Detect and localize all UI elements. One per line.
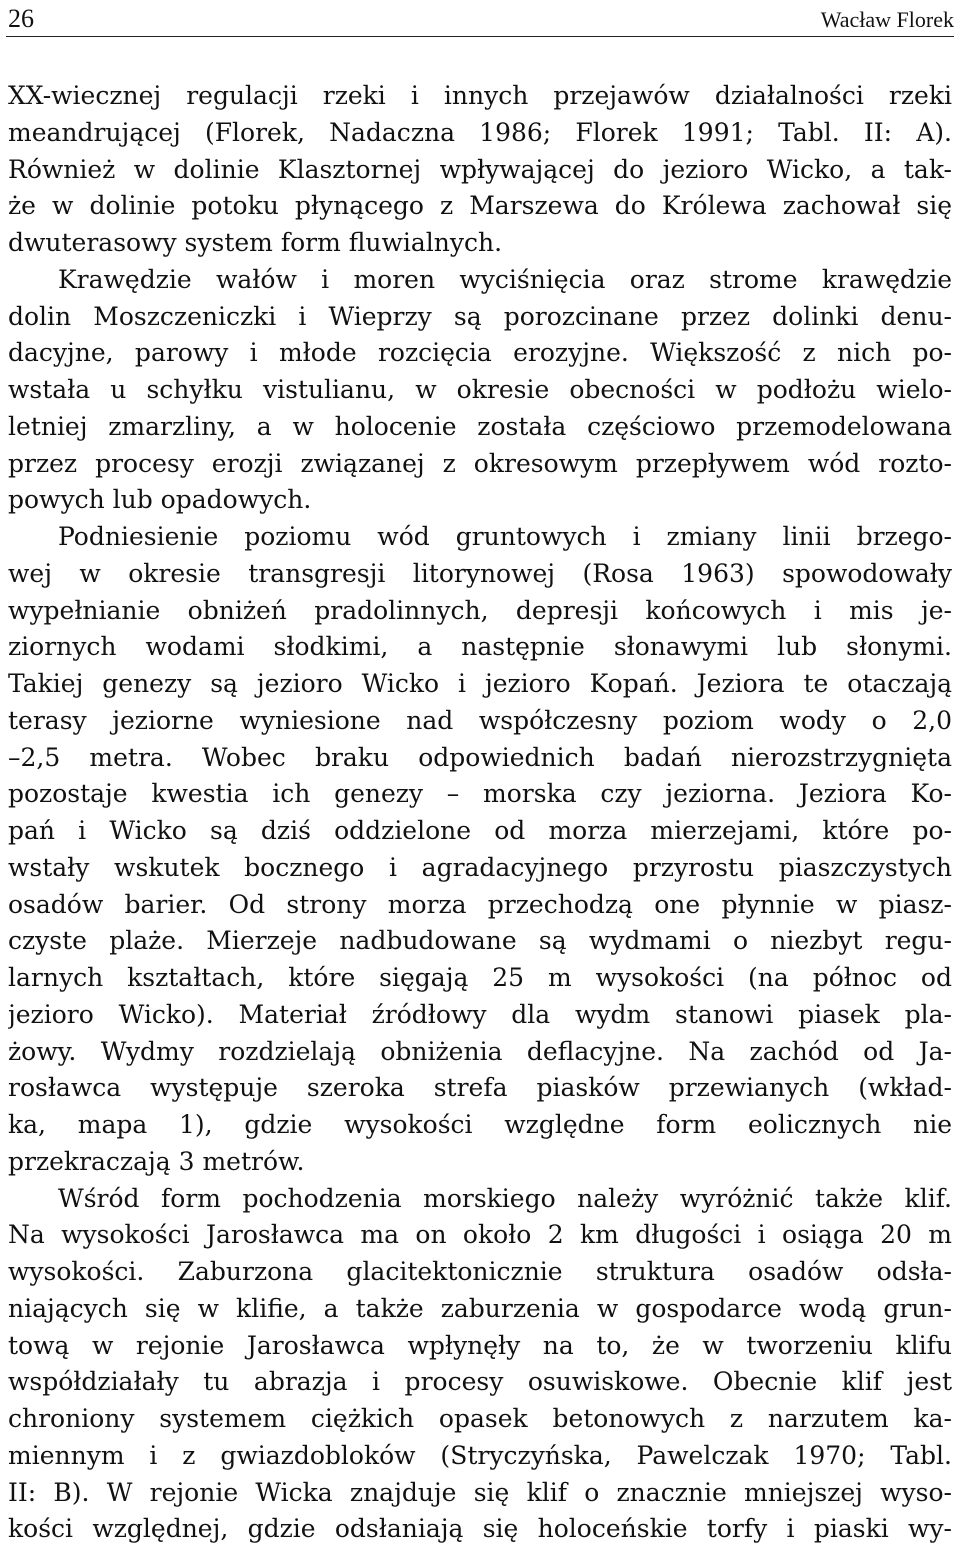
text-line: tową w rejonie Jarosławca wpłynęły na to, że w tworzeniu klifu <box>8 1330 952 1360</box>
text-line: Na wysokości Jarosławca ma on około 2 km długości i osiąga 20 m <box>8 1220 952 1250</box>
page-header <box>6 2 954 37</box>
text-line: pozostaje kwestia ich genezy – morska czy jeziorna. Jeziora Ko- <box>8 779 952 809</box>
text-line: wej w okresie transgresji litorynowej (Rosa 1963) spowodowały <box>8 558 952 588</box>
text-line: że w dolinie potoku płynącego z Marszewa do Królewa zachował się <box>8 191 952 221</box>
text-line: pań i Wicko są dziś oddzielone od morza mierzejami, które po- <box>8 816 952 845</box>
page-number: 26 <box>8 4 34 33</box>
text-line: współdziałały tu abrazja i procesy osuwiskowe. Obecnie klif jest <box>8 1367 952 1397</box>
text-line: powych lub opadowych. <box>8 485 312 515</box>
text-line: wysokości. Zaburzona glacitektonicznie struktura osadów odsła- <box>8 1257 952 1286</box>
text-line: przez procesy erozji związanej z okresowym przepływem wód rozto- <box>8 448 952 478</box>
text-line: czyste plaże. Mierzeje nadbudowane są wydmami o niezbyt regu- <box>8 926 952 956</box>
text-line: letniej zmarzliny, a w holocenie została częściowo przemodelowana <box>8 411 952 441</box>
text-line: dacyjne, parowy i młode rozcięcia erozyjne. Większość z nich po- <box>8 338 952 368</box>
text-line: –2,5 metra. Wobec braku odpowiednich badań nierozstrzygnięta <box>8 742 952 772</box>
text-line: Podniesienie poziomu wód gruntowych i zmiany linii brzego- <box>58 522 952 551</box>
text-line: kości względnej, gdzie odsłaniają się holoceńskie torfy i piaski wy- <box>8 1514 952 1544</box>
text-line: chroniony systemem ciężkich opasek betonowych z narzutem ka- <box>8 1404 952 1433</box>
text-line: wstała u schyłku vistulianu, w okresie obecności w podłożu wielo- <box>8 375 952 404</box>
text-line: Wśród form pochodzenia morskiego należy wyróżnić także klif. <box>58 1183 952 1213</box>
text-line: miennym i z gwiazdobloków (Stryczyńska, Pawelczak 1970; Tabl. <box>8 1440 952 1470</box>
text-line: Krawędzie wałów i moren wyciśnięcia oraz strome krawędzie <box>58 264 952 294</box>
text-line: rosławca występuje szeroka strefa piasków przewianych (wkład- <box>8 1073 952 1103</box>
text-line: ka, mapa 1), gdzie wysokości względne form eolicznych nie <box>8 1110 952 1139</box>
text-line: larnych kształtach, które sięgają 25 m wysokości (na północ od <box>8 963 952 992</box>
text-line: wstały wskutek bocznego i agradacyjnego przyrostu piaszczystych <box>8 852 952 882</box>
text-line: przekraczają 3 metrów. <box>8 1146 305 1176</box>
text-line: jezioro Wicko). Materiał źródłowy dla wydm stanowi piasek pla- <box>8 999 952 1029</box>
text-line: Takiej genezy są jezioro Wicko i jezioro Kopań. Jeziora te otaczają <box>8 669 952 698</box>
running-head-author: Wacław Florek <box>820 7 954 32</box>
text-line: II: B). W rejonie Wicka znajduje się klif o znacznie mniejszej wyso- <box>8 1477 952 1507</box>
text-line: XX-wiecznej regulacji rzeki i innych przejawów działalności rzeki <box>8 81 952 110</box>
text-line: terasy jeziorne wyniesione nad współczesny poziom wody o 2,0 <box>8 705 952 735</box>
text-line: Również w dolinie Klasztornej wpływającej do jezioro Wicko, a tak- <box>8 154 952 184</box>
text-line: meandrującej (Florek, Nadaczna 1986; Florek 1991; Tabl. II: A). <box>8 117 952 147</box>
text-line: niających się w klifie, a także zaburzenia w gospodarce wodą grun- <box>8 1293 952 1323</box>
text-line: żowy. Wydmy rozdzielają obniżenia deflacyjne. Na zachód od Ja- <box>8 1036 952 1066</box>
text-line: ziornych wodami słodkimi, a następnie słonawymi lub słonymi. <box>8 632 952 662</box>
text-line: dwuterasowy system form fluwialnych. <box>8 228 503 257</box>
body-text <box>8 78 952 1548</box>
text-line: wypełnianie obniżeń pradolinnych, depresji końcowych i mis je- <box>8 595 952 625</box>
text-line: dolin Moszczeniczki i Wieprzy są porozcinane przez dolinki denu- <box>8 301 952 331</box>
text-line: osadów barier. Od strony morza przechodzą one płynnie w piasz- <box>8 889 952 919</box>
